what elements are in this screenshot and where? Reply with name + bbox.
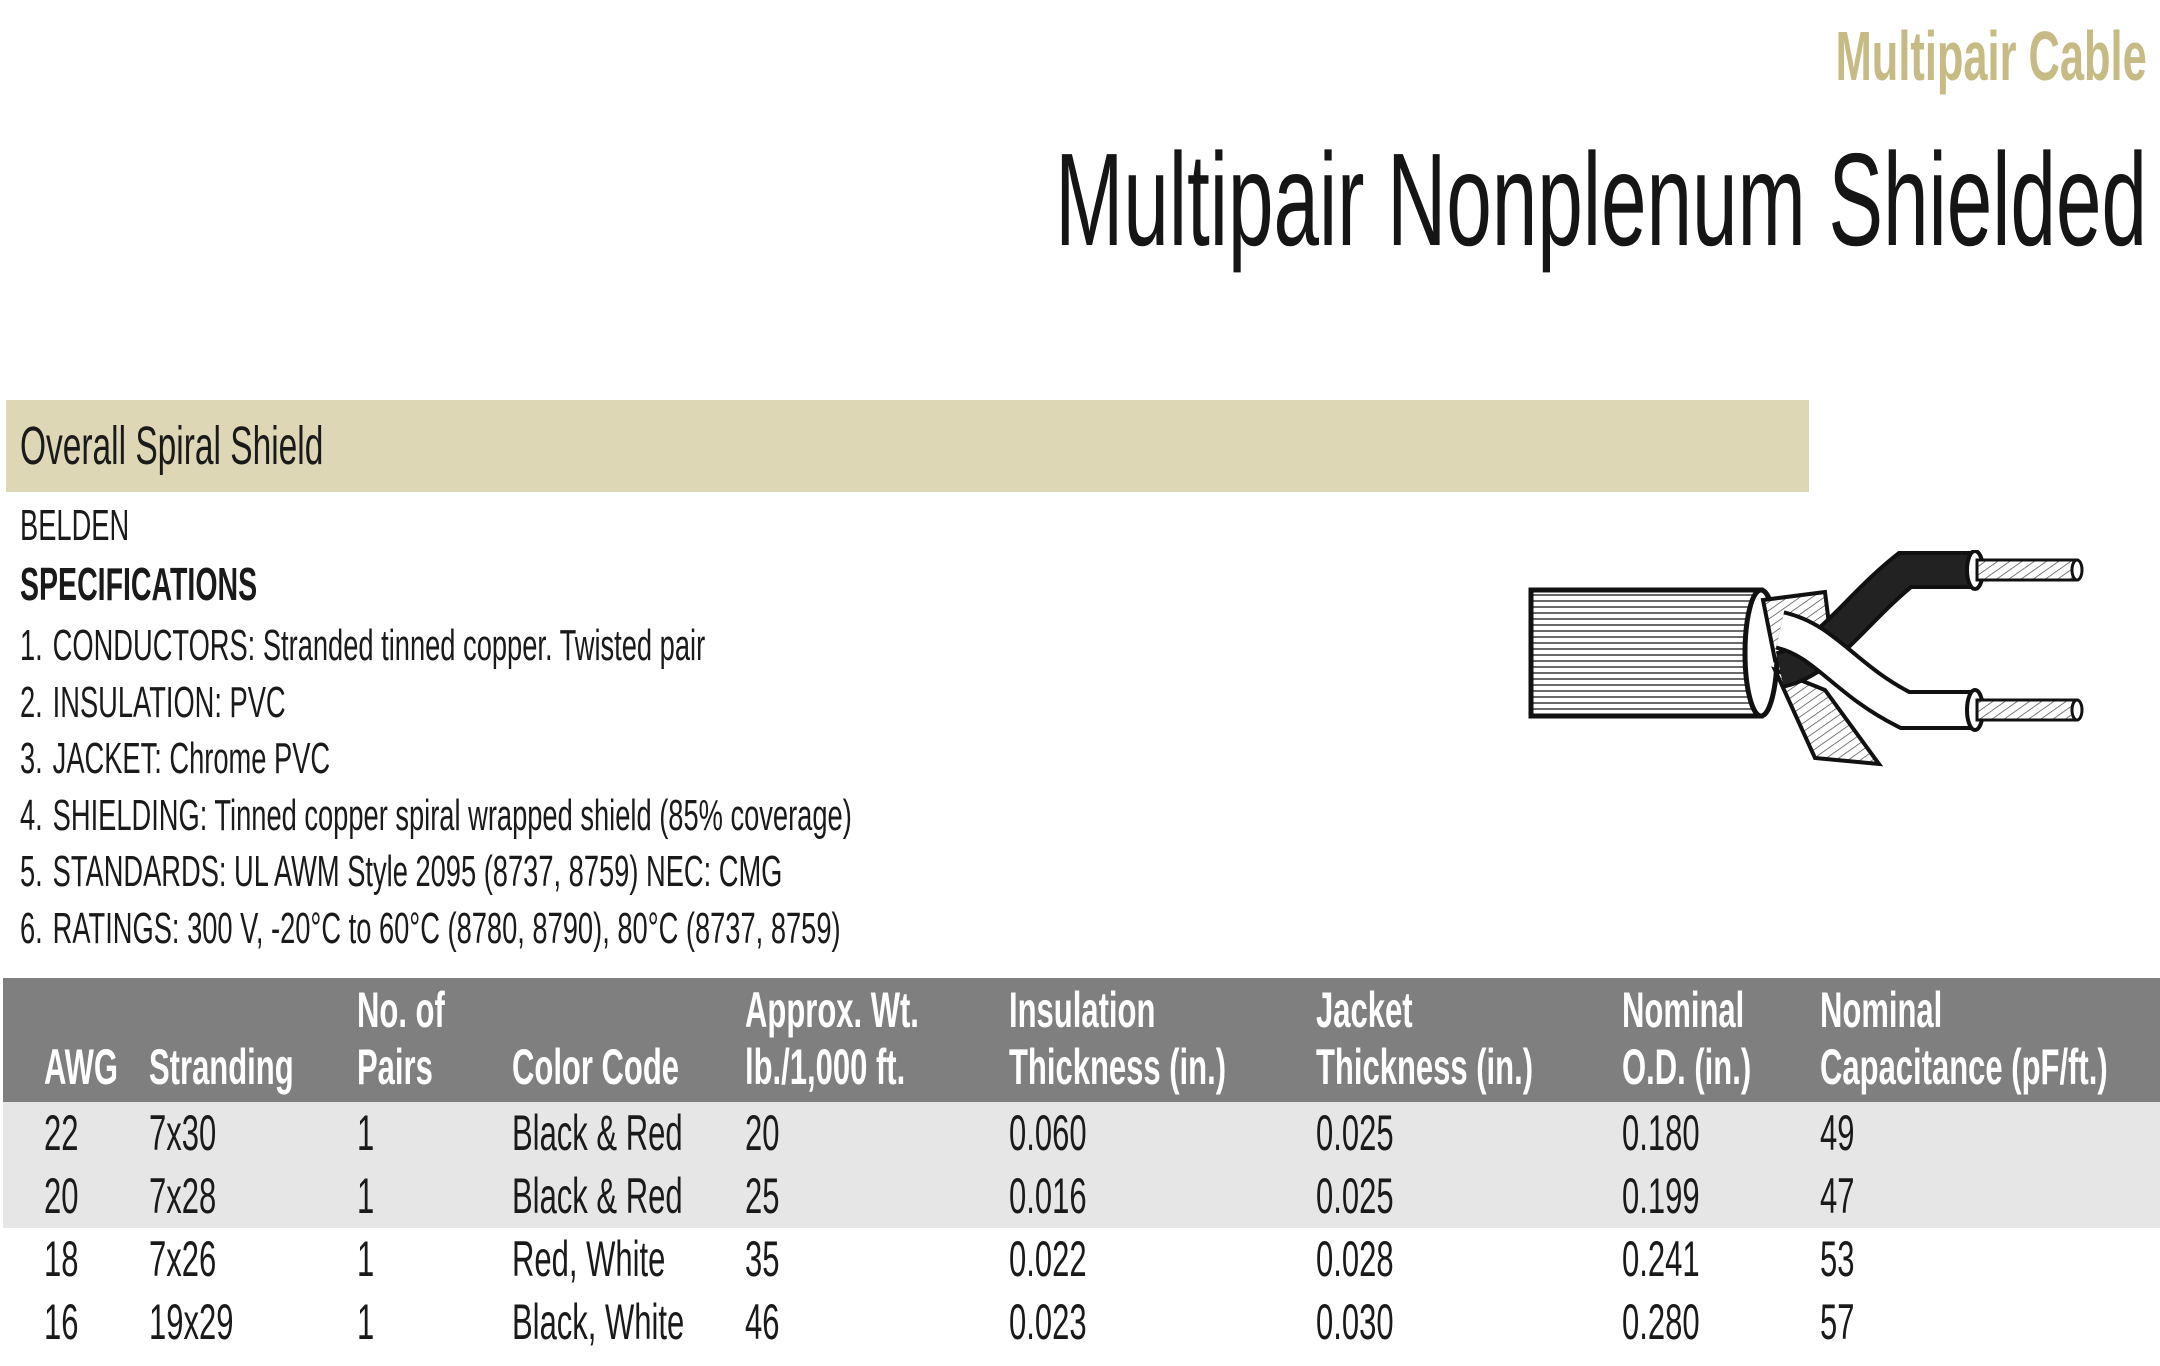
column-header-nominal-capacitance: Nominal Capacitance (pF/ft.) — [1820, 982, 2108, 1095]
cell-nominal-od: 0.180 — [1622, 1105, 1700, 1161]
cell-jacket-thickness: 0.030 — [1316, 1294, 1394, 1350]
page-title: Multipair Nonplenum Shielded — [1055, 126, 2147, 273]
cell-weight: 35 — [745, 1231, 780, 1287]
column-header-insulation-thickness: Insulation Thickness (in.) — [1009, 982, 1227, 1095]
cell-capacitance: 47 — [1820, 1168, 1855, 1224]
cell-pairs: 1 — [357, 1294, 375, 1350]
cell-awg: 20 — [44, 1168, 79, 1224]
spec-item: 4. SHIELDING: Tinned copper spiral wrapped shield (85% coverage) — [20, 791, 852, 840]
table-row — [3, 1165, 2160, 1228]
cell-weight: 20 — [745, 1105, 780, 1161]
cell-weight: 46 — [745, 1294, 780, 1350]
spec-item: 2. INSULATION: PVC — [20, 678, 286, 727]
column-header-jacket-thickness: Jacket Thickness (in.) — [1316, 982, 1534, 1095]
spec-item: 1. CONDUCTORS: Stranded tinned copper. Twisted pair — [20, 621, 706, 670]
cell-capacitance: 49 — [1820, 1105, 1855, 1161]
cell-color-code: Black & Red — [512, 1105, 683, 1161]
table-row — [3, 1291, 2160, 1354]
cell-awg: 18 — [44, 1231, 79, 1287]
category-label: Multipair Cable — [1835, 17, 2147, 95]
cell-insulation-thickness: 0.016 — [1009, 1168, 1087, 1224]
table-header — [3, 978, 2160, 1102]
cell-insulation-thickness: 0.060 — [1009, 1105, 1087, 1161]
cell-jacket-thickness: 0.025 — [1316, 1168, 1394, 1224]
cell-color-code: Black & Red — [512, 1168, 683, 1224]
cell-color-code: Red, White — [512, 1231, 666, 1287]
cell-weight: 25 — [745, 1168, 780, 1224]
section-title: Overall Spiral Shield — [20, 416, 324, 476]
column-header-pairs: No. of Pairs — [357, 982, 445, 1095]
cell-stranding: 7x28 — [149, 1168, 217, 1224]
cell-stranding: 19x29 — [149, 1294, 234, 1350]
table-row — [3, 1228, 2160, 1291]
cell-capacitance: 57 — [1820, 1294, 1855, 1350]
specifications-heading: SPECIFICATIONS — [20, 558, 258, 610]
column-header-nominal-od: Nominal O.D. (in.) — [1622, 982, 1752, 1095]
specifications-table — [3, 978, 2160, 1354]
cell-jacket-thickness: 0.025 — [1316, 1105, 1394, 1161]
cell-pairs: 1 — [357, 1105, 375, 1161]
cell-stranding: 7x30 — [149, 1105, 217, 1161]
brand-label: BELDEN — [20, 501, 130, 550]
cell-insulation-thickness: 0.022 — [1009, 1231, 1087, 1287]
column-header-weight: Approx. Wt. lb./1,000 ft. — [745, 982, 919, 1095]
cell-color-code: Black, White — [512, 1294, 685, 1350]
cell-awg: 22 — [44, 1105, 79, 1161]
cell-nominal-od: 0.199 — [1622, 1168, 1700, 1224]
table-row — [3, 1102, 2160, 1165]
cell-pairs: 1 — [357, 1231, 375, 1287]
cell-insulation-thickness: 0.023 — [1009, 1294, 1087, 1350]
cell-jacket-thickness: 0.028 — [1316, 1231, 1394, 1287]
twisted-pair-shielded-cable-icon — [1525, 550, 2095, 780]
spec-item: 3. JACKET: Chrome PVC — [20, 734, 331, 783]
spec-item: 6. RATINGS: 300 V, -20°C to 60°C (8780, 8790), 80°C (8737, 8759) — [20, 904, 841, 953]
column-header-color-code: Color Code — [512, 1039, 680, 1095]
cell-capacitance: 53 — [1820, 1231, 1855, 1287]
column-header-stranding: Stranding — [149, 1039, 294, 1095]
section-header — [6, 400, 1809, 492]
cell-stranding: 7x26 — [149, 1231, 217, 1287]
cell-nominal-od: 0.280 — [1622, 1294, 1700, 1350]
column-header-awg: AWG — [44, 1039, 119, 1095]
spec-item: 5. STANDARDS: UL AWM Style 2095 (8737, 8759) NEC: CMG — [20, 847, 783, 896]
cell-pairs: 1 — [357, 1168, 375, 1224]
cell-nominal-od: 0.241 — [1622, 1231, 1700, 1287]
cell-awg: 16 — [44, 1294, 79, 1350]
